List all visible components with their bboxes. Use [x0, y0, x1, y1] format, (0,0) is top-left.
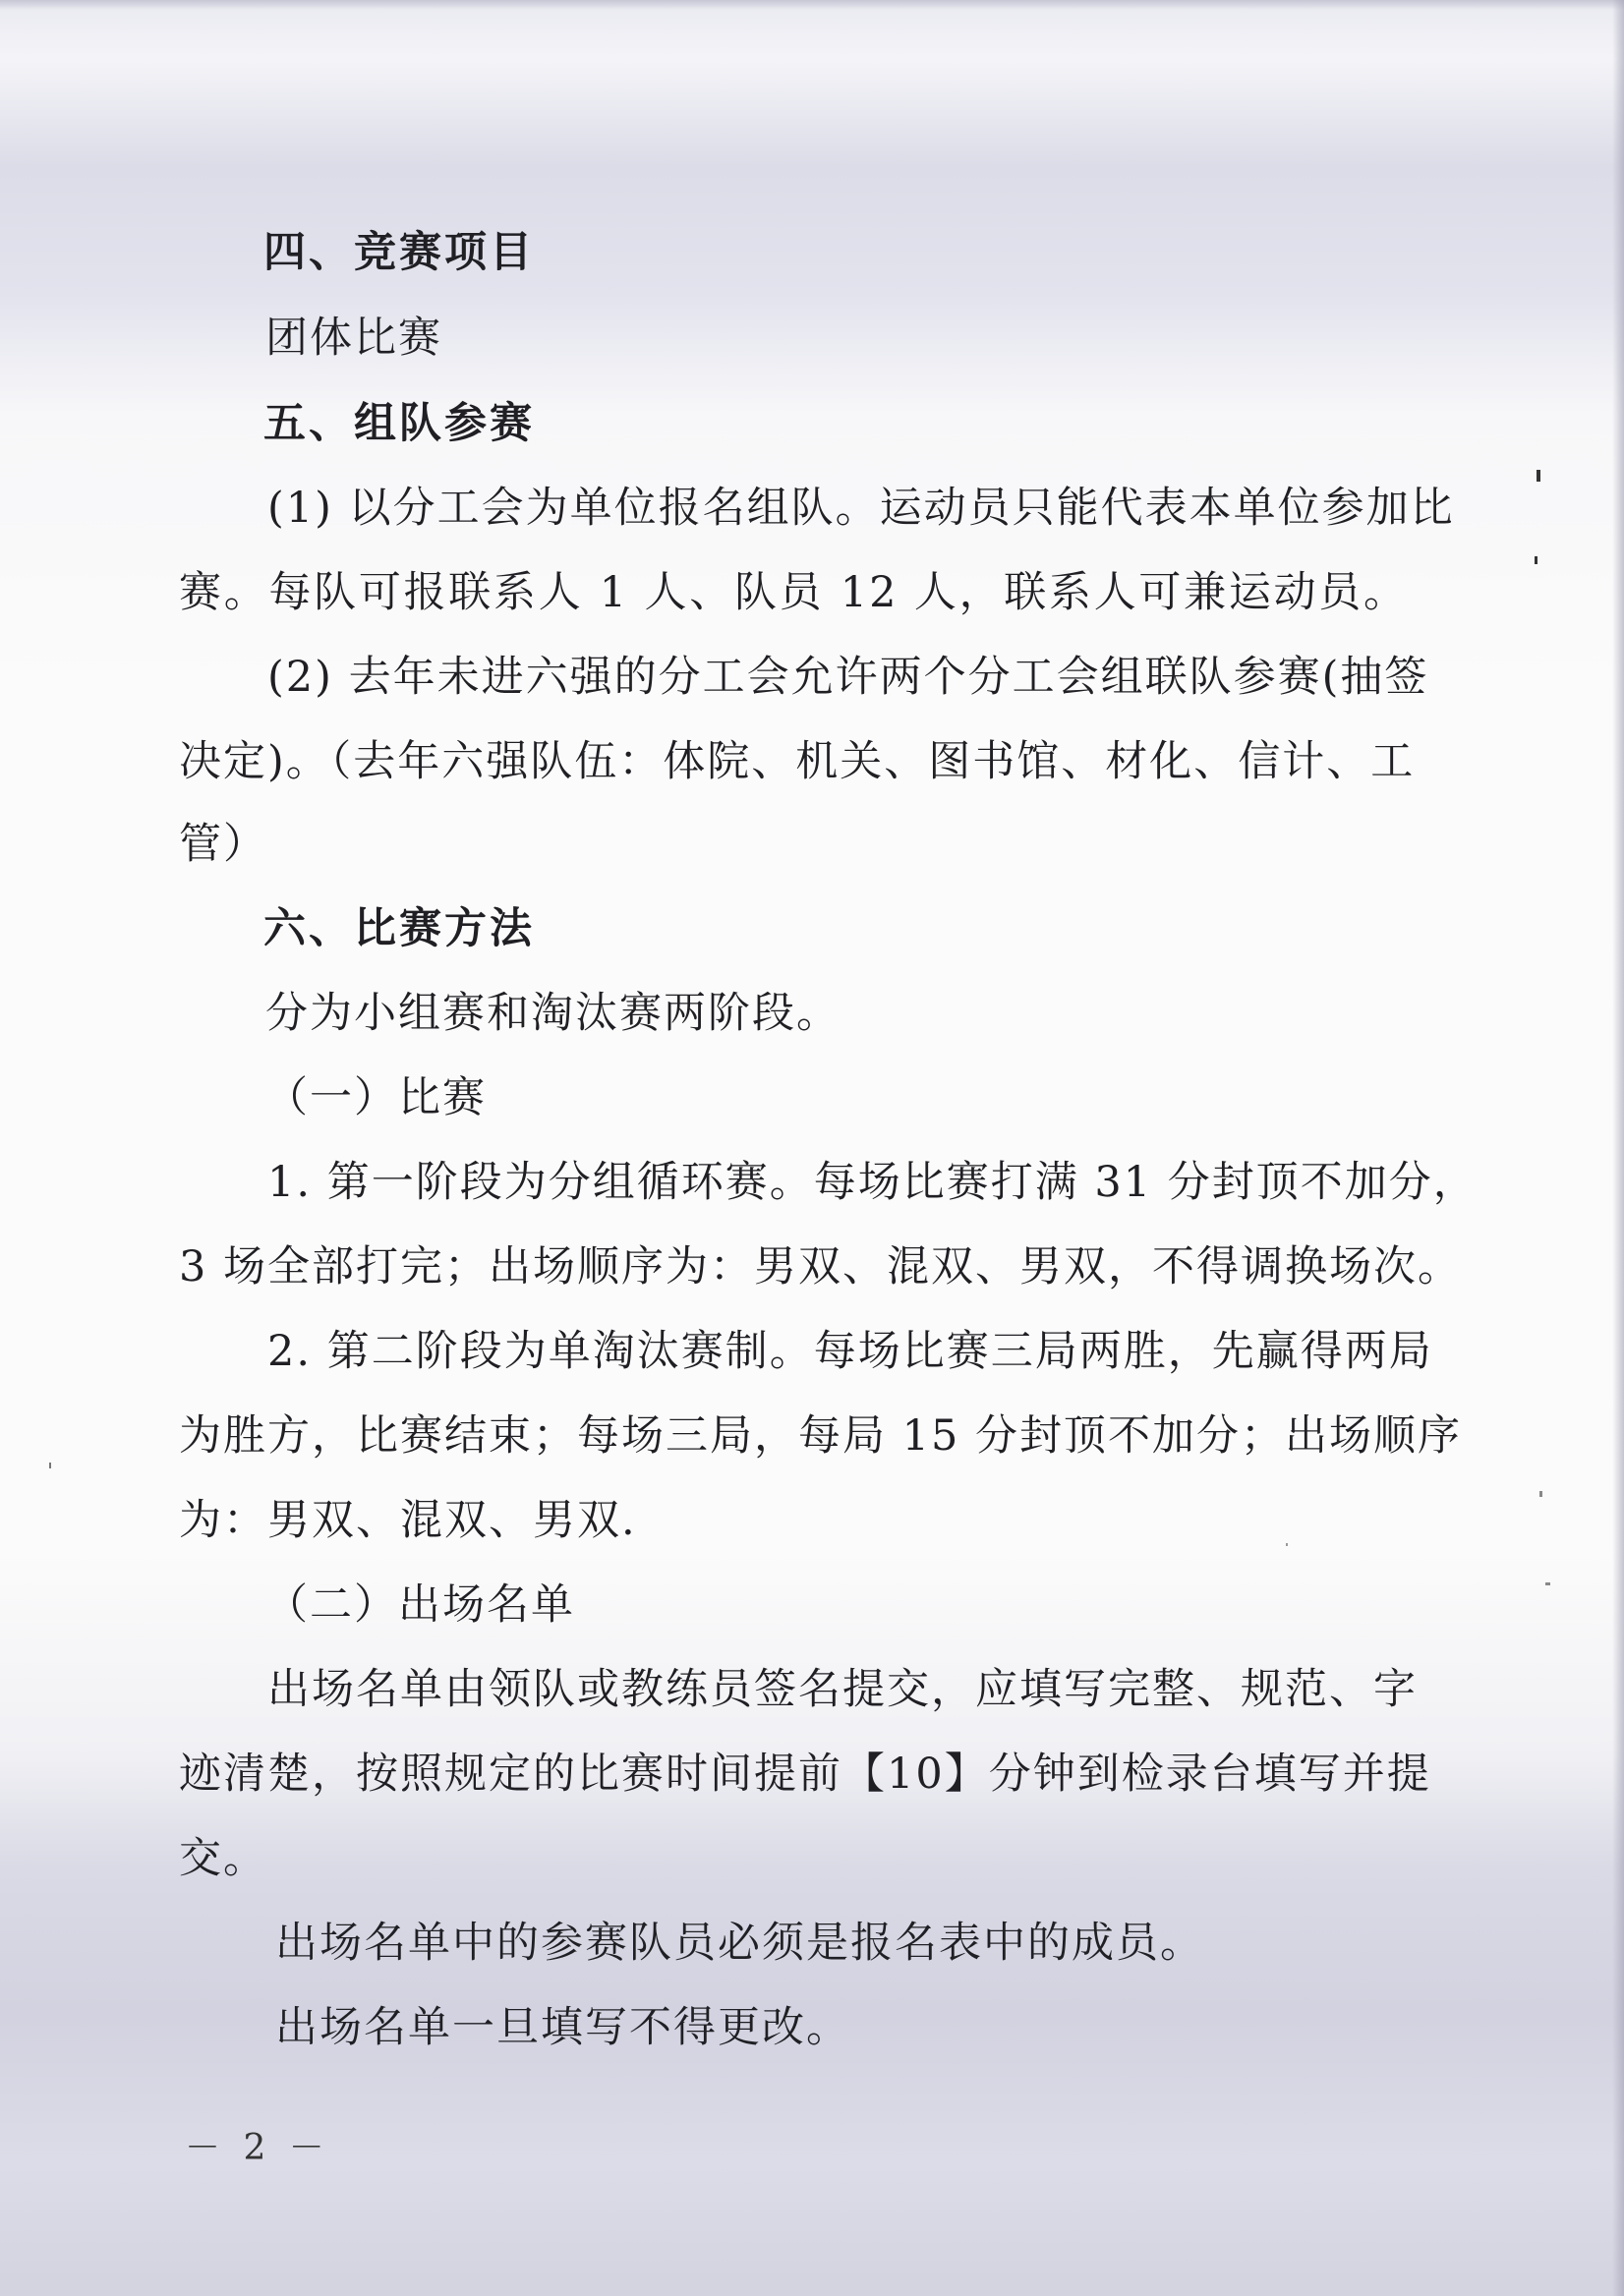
scan-right-shadow — [1612, 0, 1624, 2296]
paragraph-line: (1) 以分工会为单位报名组队。运动员只能代表本单位参加比 — [267, 484, 1455, 533]
scan-speck — [49, 1463, 51, 1468]
scan-top-shadow — [0, 0, 1624, 10]
paragraph-line: 决定)。（去年六强队伍：体院、机关、图书馆、材化、信计、工 — [179, 737, 1416, 786]
section-heading-team-entry: 五、组队参赛 — [263, 399, 535, 448]
paragraph-team-competition: 团体比赛 — [265, 314, 442, 363]
scan-speck — [1535, 556, 1537, 564]
paragraph-line: 交。 — [179, 1834, 267, 1883]
paragraph-line: 为胜方，比赛结束；每场三局，每局 15 分封顶不加分；出场顺序 — [179, 1411, 1463, 1461]
scan-speck — [1545, 1582, 1550, 1585]
paragraph-line: 为：男双、混双、男双. — [179, 1496, 637, 1545]
scan-speck — [1537, 470, 1540, 482]
page-number: － 2 － — [185, 2128, 330, 2168]
section-heading-competition-events: 四、竞赛项目 — [263, 228, 535, 277]
paragraph-line: (2) 去年未进六强的分工会允许两个分工会组联队参赛(抽签 — [267, 653, 1429, 702]
scan-speck — [1539, 1491, 1542, 1497]
subsection-heading-matches: （一）比赛 — [265, 1073, 487, 1122]
scan-speck — [1286, 1543, 1288, 1546]
paragraph-line: 出场名单中的参赛队员必须是报名表中的成员。 — [275, 1919, 1204, 1968]
section-heading-match-method: 六、比赛方法 — [263, 904, 535, 953]
subsection-heading-lineup: （二）出场名单 — [265, 1580, 575, 1630]
paragraph-line: 1. 第一阶段为分组循环赛。每场比赛打满 31 分封顶不加分， — [267, 1158, 1478, 1207]
paragraph-line: 出场名单一旦填写不得更改。 — [275, 2003, 850, 2052]
paragraph-line: 3 场全部打完；出场顺序为：男双、混双、男双，不得调换场次。 — [179, 1242, 1463, 1292]
paragraph-line: 迹清楚，按照规定的比赛时间提前【10】分钟到检录台填写并提 — [179, 1750, 1431, 1799]
paragraph-line: 管） — [179, 820, 267, 869]
paragraph-line: 出场名单由领队或教练员签名提交，应填写完整、规范、字 — [267, 1665, 1418, 1714]
paragraph-line: 赛。每队可报联系人 1 人、队员 12 人，联系人可兼运动员。 — [179, 568, 1408, 617]
paragraph-line: 2. 第二阶段为单淘汰赛制。每场比赛三局两胜，先赢得两局 — [267, 1327, 1433, 1376]
paragraph-line: 分为小组赛和淘汰赛两阶段。 — [265, 989, 841, 1038]
